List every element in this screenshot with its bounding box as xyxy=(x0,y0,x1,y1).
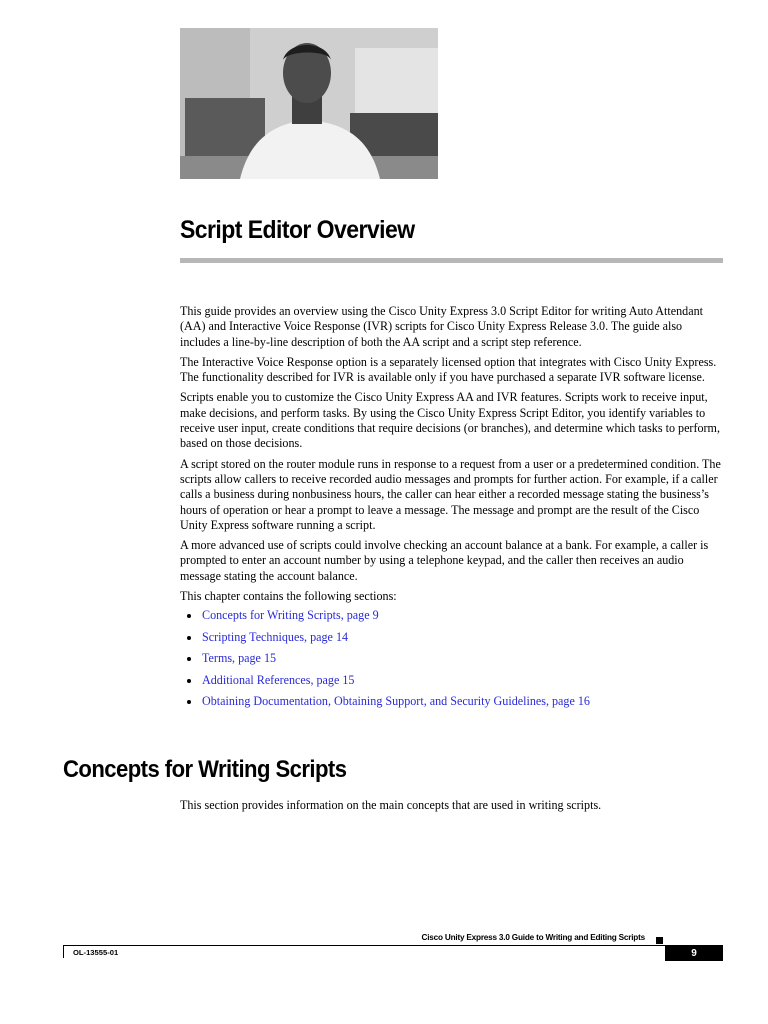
chapter-photo xyxy=(180,28,438,179)
section-list xyxy=(180,608,722,716)
list-item xyxy=(180,630,722,652)
intro-paragraph: The Interactive Voice Response option is a separately licensed option that integrates with Cisco Unity Express. The functionality described for IVR is available only if you have purchased a separate IVR software license. xyxy=(180,354,717,385)
section-heading: Concepts for Writing Scripts xyxy=(63,756,347,783)
toc-link-documentation[interactable]: Obtaining Documentation, Obtaining Support, and Security Guidelines, page 16 xyxy=(202,694,590,709)
toc-link-references[interactable]: Additional References, page 15 xyxy=(202,672,355,687)
person-photo-illustration xyxy=(180,28,438,179)
footer-tick xyxy=(63,945,64,958)
chapter-intro xyxy=(180,304,722,716)
intro-paragraph: A script stored on the router module runs in response to a request from a user or a predetermined condition. The scripts allow callers to receive recorded audio messages and prompts for further action. For example, if a caller calls a business during nonbusiness hours, the caller can hear either a recorded message stating the business’s hours of operation or hear a prompt to leave a message. The message and prompt are the result of the Cisco Unity Express software running a script. xyxy=(180,456,721,532)
toc-link-concepts[interactable]: Concepts for Writing Scripts, page 9 xyxy=(202,608,379,623)
footer-guide-title: Cisco Unity Express 3.0 Guide to Writing and Editing Scripts xyxy=(421,933,645,942)
toc-link-terms[interactable]: Terms, page 15 xyxy=(202,651,277,666)
intro-paragraph: This guide provides an overview using the Cisco Unity Express 3.0 Script Editor for writing Auto Attendant (AA) and Interactive Voice Response (IVR) scripts for Cisco Unity Express Release 3.0. The guide also includes a line-by-line description of both the AA script and a script step reference. xyxy=(180,304,703,349)
list-item xyxy=(180,673,722,695)
intro-paragraph: Scripts enable you to customize the Cisco Unity Express AA and IVR features. Scripts work to receive input, make decisions, and perform tasks. By using the Cisco Unity Express Script Editor, you identify variables to receive user input, create conditions that require decisions (or branches), and determine which tasks to perform, based on those decisions. xyxy=(180,390,720,451)
intro-paragraph: A more advanced use of scripts could involve checking an account balance at a bank. For example, a caller is prompted to enter an account number by using a telephone keypad, and the caller then receives an audio message stating the account balance. xyxy=(180,538,709,583)
footer-divider xyxy=(63,945,723,946)
title-divider xyxy=(180,258,723,263)
sections-lead: This chapter contains the following sections: xyxy=(180,589,397,604)
footer-doc-number: OL-13555-01 xyxy=(73,948,119,957)
list-item xyxy=(180,694,722,716)
page-number: 9 xyxy=(665,946,723,961)
chapter-title: Script Editor Overview xyxy=(180,216,415,244)
toc-link-techniques[interactable]: Scripting Techniques, page 14 xyxy=(202,629,349,644)
footer-marker xyxy=(656,937,663,944)
list-item xyxy=(180,608,722,630)
list-item xyxy=(180,651,722,673)
section-intro: This section provides information on the main concepts that are used in writing scripts. xyxy=(180,798,602,812)
